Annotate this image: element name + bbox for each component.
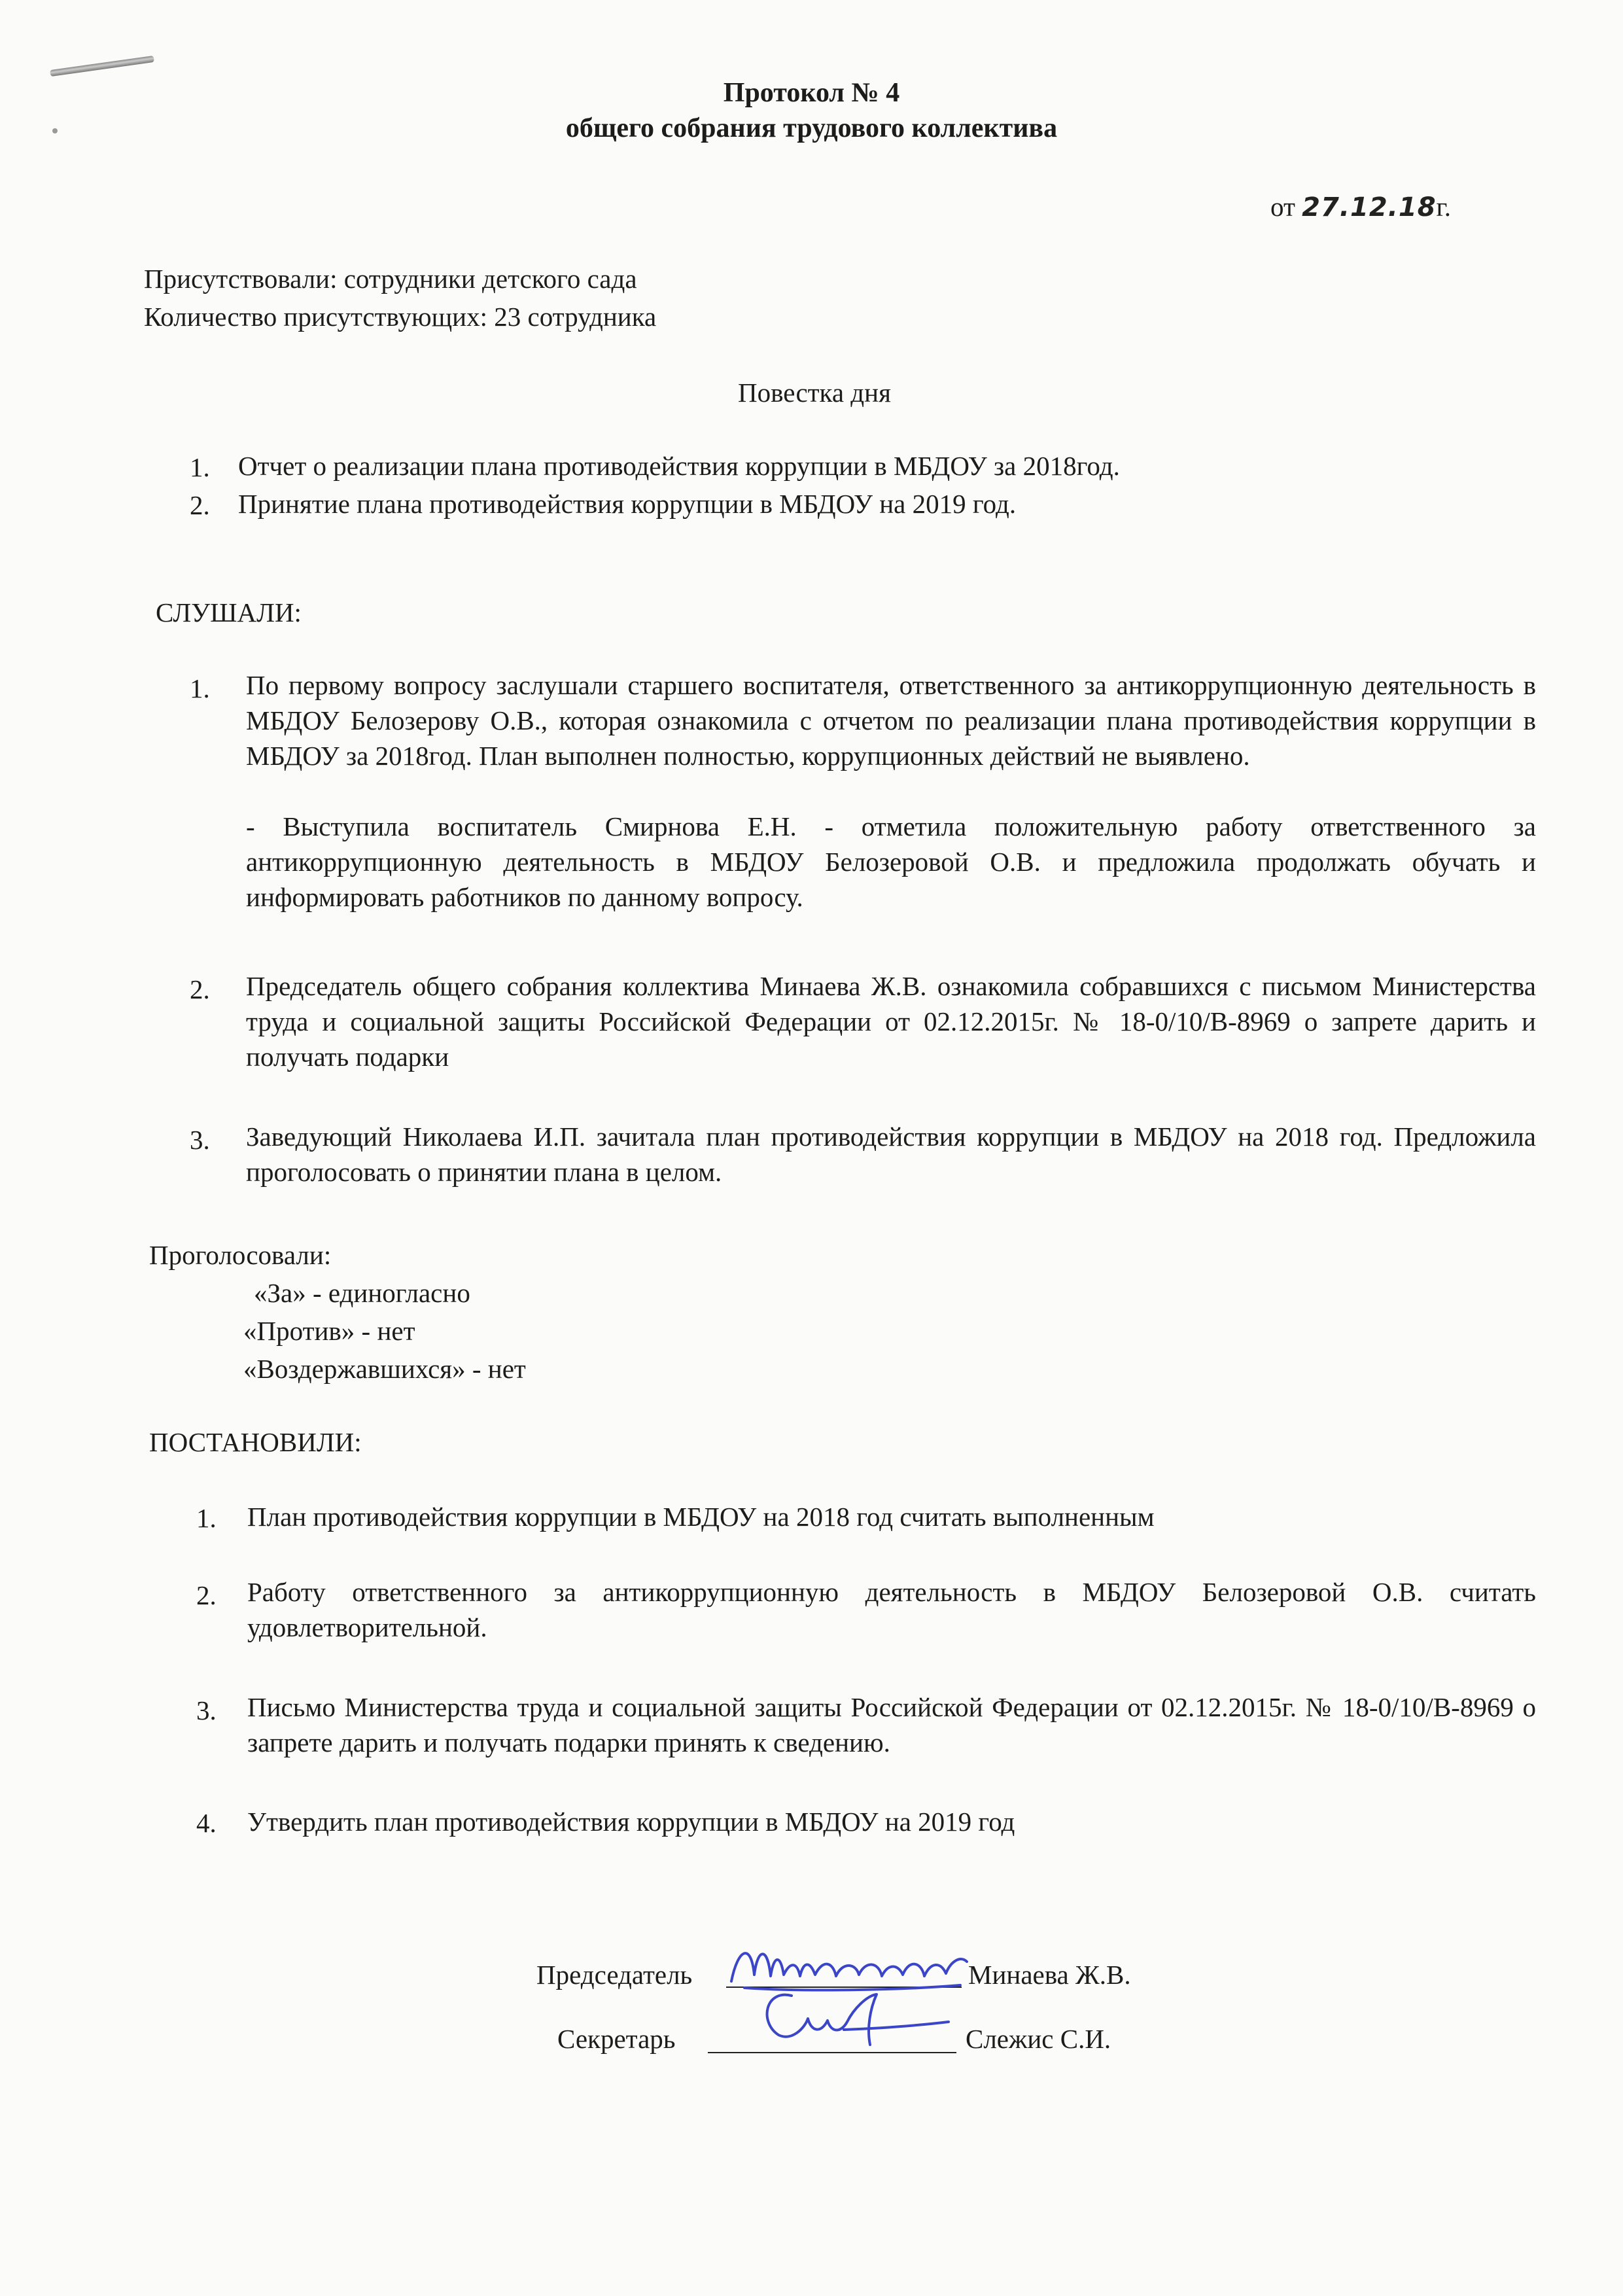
resolved-item: Письмо Министерства труда и социальной защиты Российской Федерации от 02.12.2015г. № 18-0/10/В-8969 о запрете дарить и получать подарки принять к сведению.	[247, 1692, 1536, 1757]
agenda-item: Принятие плана противодействия коррупции в МБДОУ на 2019 год.	[238, 489, 1017, 519]
vote-for: «За» - единогласно	[254, 1278, 470, 1308]
heard-item: По первому вопросу заслушали старшего воспитателя, ответственного за антикоррупционную деятельность в МБДОУ Белозерову О.В., которая ознакомила с отчетом по реализации плана противодействия коррупции в МБДОУ за 2018год. План выполнен полностью, коррупционных действий не выявлено.	[246, 670, 1536, 771]
protocol-subtitle: общего собрания трудового коллектива	[565, 113, 1058, 143]
heard-item-number: 2.	[190, 974, 210, 1004]
date-handwritten: 27.12.18	[1302, 192, 1437, 222]
resolved-item-number: 4.	[196, 1808, 217, 1838]
chair-name: Минаева Ж.В.	[968, 1960, 1131, 1990]
agenda-heading: Повестка дня	[738, 378, 891, 408]
secretary-signature	[746, 1983, 955, 2055]
resolved-item-number: 3.	[196, 1695, 217, 1725]
attendance-present: Присутствовали: сотрудники детского сада	[144, 264, 637, 294]
vote-abstained: «Воздержавшихся» - нет	[243, 1354, 526, 1384]
resolved-item: План противодействия коррупции в МБДОУ на 2018 год считать выполненным	[247, 1502, 1155, 1532]
heard-item: Председатель общего собрания коллектива Минаева Ж.В. ознакомила собравшихся с письмом Министерства труда и социальной защиты Российской Федерации от 02.12.2015г. № 18-0/10/В-8969 о запрете дарить и получать подарки	[246, 971, 1536, 1072]
date-prefix: от	[1270, 192, 1295, 222]
resolved-item: Утвердить план противодействия коррупции в МБДОУ на 2019 год	[247, 1807, 1015, 1837]
protocol-title: Протокол № 4	[723, 78, 900, 108]
agenda-item-number: 1.	[190, 452, 210, 482]
heard-heading: СЛУШАЛИ:	[156, 597, 302, 627]
vote-against: «Против» - нет	[243, 1316, 415, 1346]
staple-mark	[50, 56, 154, 77]
date-suffix: г.	[1436, 192, 1451, 222]
chair-label: Председатель	[536, 1960, 693, 1990]
attendance-count: Количество присутствующих: 23 сотрудника	[144, 302, 657, 332]
heard-item-number: 3.	[190, 1125, 210, 1155]
secretary-label: Секретарь	[557, 2024, 676, 2054]
heard-item-number: 1.	[190, 673, 210, 703]
resolved-item: Работу ответственного за антикоррупционную деятельность в МБДОУ Белозеровой О.В. считать удовлетворительной.	[247, 1577, 1536, 1642]
date-line	[1270, 190, 1451, 224]
agenda-item-number: 2.	[190, 490, 210, 520]
vote-heading: Проголосовали:	[149, 1240, 332, 1270]
heard-item-extra: - Выступила воспитатель Смирнова Е.Н. - отметила положительную работу ответственного за антикоррупционную деятельность в МБДОУ Белозеровой О.В. и предложила продолжать обучать и информировать работников по данному вопросу.	[246, 811, 1536, 912]
secretary-name: Слежис С.И.	[966, 2024, 1111, 2054]
resolved-item-number: 2.	[196, 1580, 217, 1610]
resolved-heading: ПОСТАНОВИЛИ:	[149, 1427, 362, 1457]
heard-item: Заведующий Николаева И.П. зачитала план противодействия коррупции в МБДОУ на 2018 год. Предложила проголосовать о принятии плана в целом.	[246, 1122, 1536, 1187]
agenda-item: Отчет о реализации плана противодействия коррупции в МБДОУ за 2018год.	[238, 451, 1120, 481]
resolved-item-number: 1.	[196, 1503, 217, 1533]
